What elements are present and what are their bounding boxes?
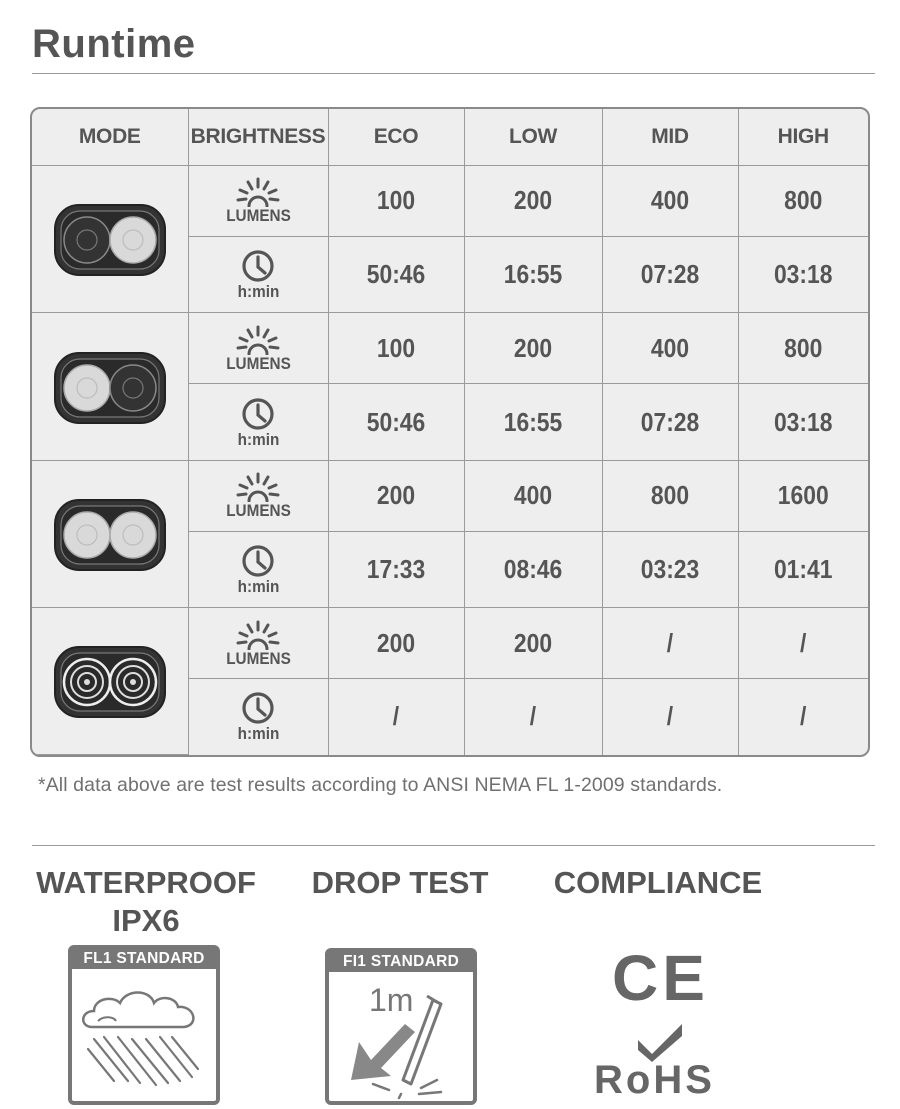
mode-4-high-runtime: / (746, 679, 860, 755)
mode-4-low-runtime: / (472, 679, 593, 755)
footnote-divider (32, 845, 875, 846)
drop-test-standard-label: FI1 STANDARD (329, 952, 473, 972)
lumens-icon (188, 166, 328, 237)
header-low: LOW (464, 109, 602, 166)
mode-3-lamp-icon (32, 460, 188, 607)
rain-cloud-icon (72, 969, 216, 1101)
runtime-table (30, 107, 870, 757)
waterproof-standard-label: FL1 STANDARD (72, 949, 216, 969)
waterproof-badge (68, 945, 220, 1105)
mode-4-eco-lumens: 200 (336, 608, 456, 679)
mode-3-eco-runtime: 17:33 (336, 531, 456, 608)
clock-icon (188, 531, 328, 608)
clock-icon (188, 236, 328, 313)
mode-2-eco-runtime: 50:46 (336, 384, 456, 461)
mode-1-mid-runtime: 07:28 (610, 236, 730, 313)
drop-height-label: 1m (369, 982, 414, 1018)
mode-1-low-runtime: 16:55 (472, 236, 593, 313)
rohs-check-icon (636, 1020, 684, 1062)
mode-2-lamp-icon (32, 313, 188, 460)
drop-test-title: DROP TEST (311, 865, 489, 900)
mode-3-mid-lumens: 800 (610, 460, 730, 531)
waterproof-title-line1: WATERPROOF (36, 865, 256, 900)
lumens-icon (188, 313, 328, 384)
mode-2-eco-lumens: 100 (336, 313, 456, 384)
mode-4-mid-runtime: / (610, 679, 730, 755)
drop-test-badge (325, 948, 477, 1105)
header-mid: MID (602, 109, 738, 166)
mode-2-mid-runtime: 07:28 (610, 384, 730, 461)
clock-icon (188, 384, 328, 461)
mode-3-high-runtime: 01:41 (746, 531, 860, 608)
table-row (32, 460, 868, 531)
table-row (32, 166, 868, 237)
header-brightness: BRIGHTNESS (188, 109, 328, 166)
footnote: *All data above are test results according to ANSI NEMA FL 1-2009 standards. (38, 774, 723, 796)
lumens-label: LUMENS (225, 206, 291, 226)
mode-1-eco-lumens: 100 (336, 166, 456, 237)
time-label: h:min (237, 576, 279, 596)
time-label: h:min (237, 282, 279, 302)
mode-4-high-lumens: / (746, 608, 860, 679)
mode-1-mid-lumens: 400 (610, 166, 730, 237)
mode-1-lamp-icon (32, 166, 188, 313)
mode-2-low-runtime: 16:55 (472, 384, 593, 461)
mode-3-mid-runtime: 03:23 (610, 531, 730, 608)
ce-mark-icon: CE (612, 942, 709, 1014)
mode-3-eco-lumens: 200 (336, 460, 456, 531)
compliance-title: COMPLIANCE (553, 865, 763, 900)
table-row (32, 608, 868, 679)
clock-icon (188, 679, 328, 755)
lumens-label: LUMENS (225, 501, 291, 521)
lumens-icon (188, 608, 328, 679)
mode-2-low-lumens: 200 (472, 313, 593, 384)
mode-3-high-lumens: 1600 (746, 460, 860, 531)
mode-2-high-runtime: 03:18 (746, 384, 860, 461)
mode-3-low-runtime: 08:46 (472, 531, 593, 608)
time-label: h:min (237, 429, 279, 449)
title-divider (32, 73, 875, 74)
rohs-label: RoHS (594, 1058, 715, 1102)
lumens-label: LUMENS (225, 353, 291, 373)
mode-4-lamp-icon (32, 608, 188, 755)
header-eco: ECO (328, 109, 464, 166)
lumens-icon (188, 460, 328, 531)
mode-4-low-lumens: 200 (472, 608, 593, 679)
mode-3-low-lumens: 400 (472, 460, 593, 531)
mode-2-mid-lumens: 400 (610, 313, 730, 384)
mode-1-high-lumens: 800 (746, 166, 860, 237)
mode-1-low-lumens: 200 (472, 166, 593, 237)
waterproof-title-line2: IPX6 (112, 903, 180, 938)
table-row (32, 313, 868, 384)
time-label: h:min (237, 724, 279, 744)
mode-2-high-lumens: 800 (746, 313, 860, 384)
mode-4-mid-lumens: / (610, 608, 730, 679)
lumens-label: LUMENS (225, 648, 291, 668)
header-mode: MODE (32, 109, 188, 166)
mode-1-eco-runtime: 50:46 (336, 236, 456, 313)
mode-1-high-runtime: 03:18 (746, 236, 860, 313)
waterproof-title (30, 864, 262, 940)
table-header-row (32, 109, 868, 166)
page-title: Runtime (32, 22, 196, 66)
mode-4-eco-runtime: / (336, 679, 456, 755)
header-high: HIGH (738, 109, 868, 166)
